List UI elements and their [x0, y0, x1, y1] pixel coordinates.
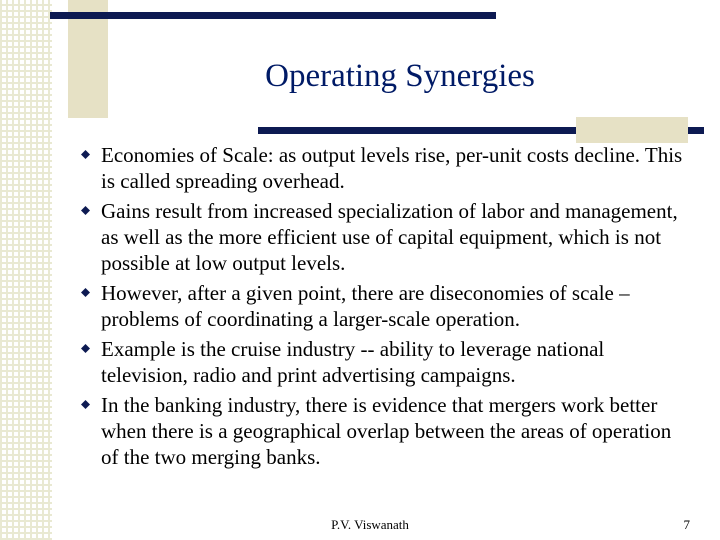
bullet-item	[80, 142, 692, 194]
bullet-text: However, after a given point, there are diseconomies of scale – problems of coordinating a larger-scale operation.	[101, 281, 630, 331]
bullet-item	[80, 280, 692, 332]
bullet-item	[80, 336, 692, 388]
decorative-grid-pattern	[0, 0, 52, 540]
bullet-text: Economies of Scale: as output levels rise, per-unit costs decline. This is called spreading overhead.	[101, 143, 683, 193]
diamond-bullet-icon	[81, 344, 90, 353]
diamond-bullet-icon	[81, 206, 90, 215]
decorative-tan-block-right	[576, 117, 688, 143]
decorative-bar-top	[50, 12, 496, 19]
page-number: 7	[683, 517, 690, 532]
bullet-list	[80, 142, 692, 474]
diamond-bullet-icon	[81, 400, 90, 409]
bullet-item	[80, 392, 692, 470]
bullet-text: Gains result from increased specialization of labor and management, as well as the more efficient use of capital equipment, which is not possible at low output levels.	[101, 199, 678, 275]
diamond-bullet-icon	[81, 288, 90, 297]
bullet-item	[80, 198, 692, 276]
slide-title: Operating Synergies	[265, 58, 535, 94]
bullet-text: Example is the cruise industry -- ability to leverage national television, radio and print advertising campaigns.	[101, 337, 605, 387]
footer-author: P.V. Viswanath	[331, 517, 409, 532]
diamond-bullet-icon	[81, 150, 90, 159]
bullet-text: In the banking industry, there is evidence that mergers work better when there is a geographical overlap between the areas of operation of the two merging banks.	[101, 393, 672, 469]
